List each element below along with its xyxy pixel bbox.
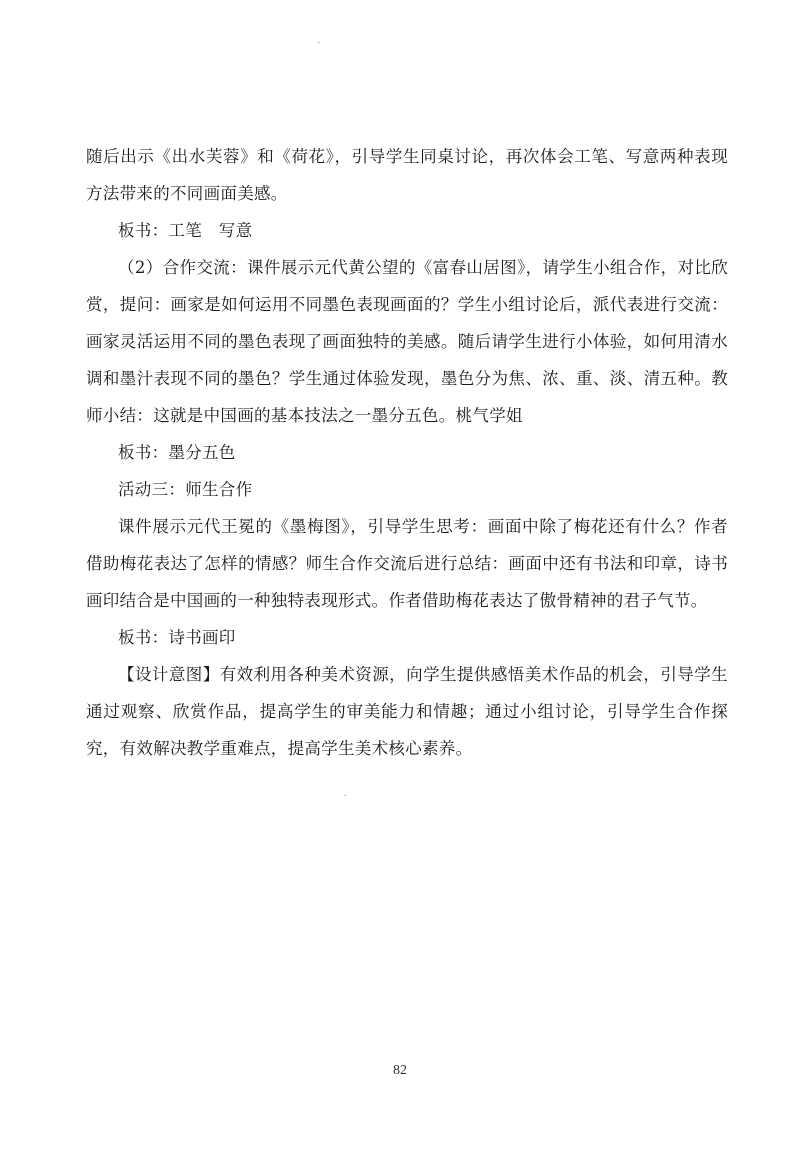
paragraph-ink-plum: 课件展示元代王冕的《墨梅图》，引导学生思考：画面中除了梅花还有什么？作者借助梅花表达了怎样的情感？师生合作交流后进行总结：画面中还有书法和印章，诗书画印结合是中国画的一种独特表现形式。作者借助梅花表达了傲骨精神的君子气节。 — [86, 517, 728, 610]
body-text — [86, 138, 728, 767]
blackboard-note-poetry-calligraphy-painting-seal: 板书：诗书画印 — [118, 628, 236, 647]
paragraph-flower-comparison: 随后出示《出水芙蓉》和《荷花》，引导学生同桌讨论，再次体会工笔、写意两种表现方法带来的不同画面美感。 — [86, 147, 728, 203]
page-number: 82 — [393, 1063, 407, 1078]
scan-artifact — [318, 42, 320, 43]
activity-three-heading: 活动三：师生合作 — [118, 480, 253, 499]
scan-artifact — [344, 795, 346, 796]
paragraph-design-intent: 【设计意图】有效利用各种美术资源，向学生提供感悟美术作品的机会，引导学生通过观察、欣赏作品，提高学生的审美能力和情趣；通过小组讨论，引导学生合作探究，有效解决教学重难点，提高学生美术核心素养。 — [86, 665, 728, 758]
blackboard-note-gongbi-xieyi: 板书：工笔 写意 — [118, 221, 253, 240]
paragraph-cooperative-exchange: （2）合作交流：课件展示元代黄公望的《富春山居图》，请学生小组合作，对比欣赏，提问：画家是如何运用不同墨色表现画面的？学生小组讨论后，派代表进行交流：画家灵活运用不同的墨色表现了画面独特的美感。随后请学生进行小体验，如何用清水调和墨汁表现不同的墨色？学生通过体验发现，墨色分为焦、浓、重、淡、清五种。教师小结：这就是中国画的基本技法之一墨分五色。桃气学姐 — [86, 258, 728, 425]
blackboard-note-ink-five-colors: 板书：墨分五色 — [118, 443, 236, 462]
